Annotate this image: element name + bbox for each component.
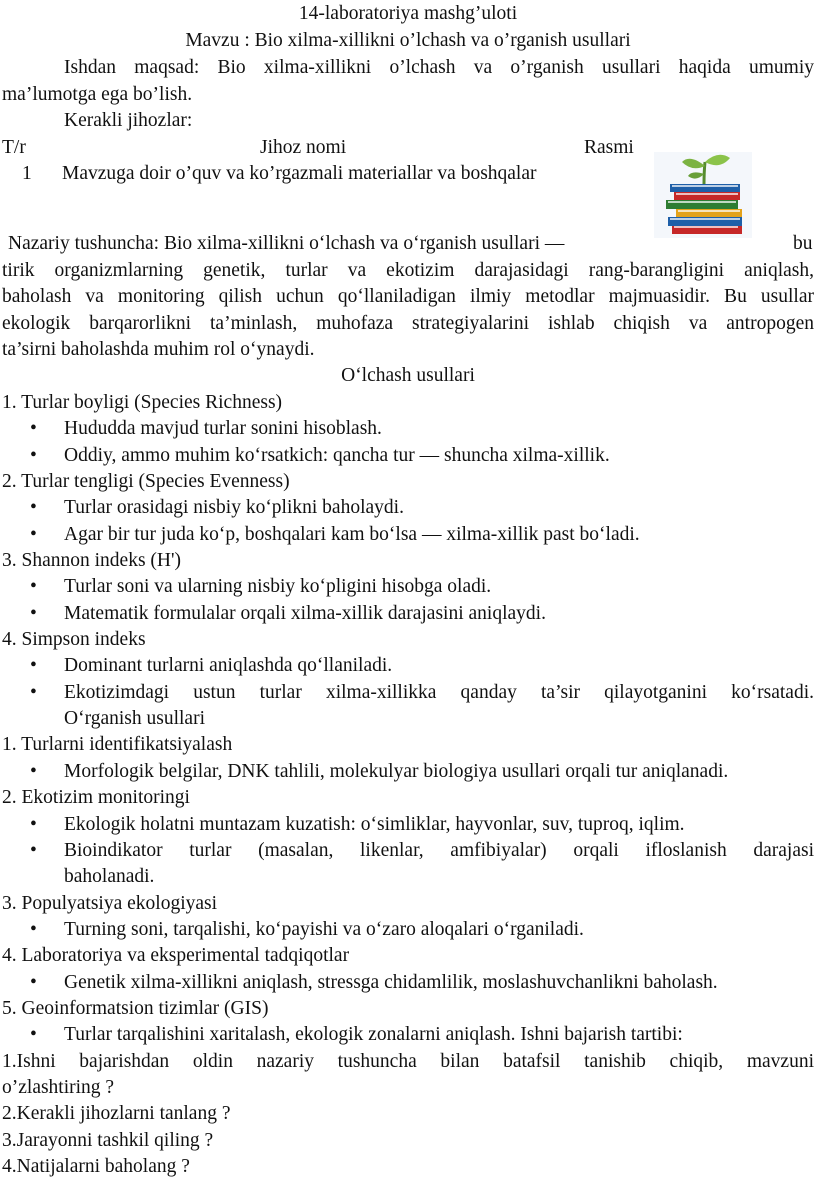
theory-line-1-end: bu xyxy=(793,233,813,254)
bullet-icon: • xyxy=(30,497,37,518)
bullet-icon: • xyxy=(30,1024,37,1045)
theory-line-4: ekologik barqarorlikni ta’minlash, muhofaza strategiyalarini ishlab chiqish va antropogen xyxy=(2,313,814,334)
list-item-text: Morfologik belgilar, DNK tahlili, molekulyar biologiya usullari orqali tur aniqlanadi. xyxy=(64,761,729,782)
study-item-title: 4. Laboratoriya va eksperimental tadqiqotlar xyxy=(2,945,350,966)
bullet-icon: • xyxy=(30,576,37,597)
study-heading: O‘rganish usullari xyxy=(64,708,205,729)
measurement-item-title: 2. Turlar tengligi (Species Evenness) xyxy=(2,471,290,492)
bullet-icon: • xyxy=(30,840,37,861)
bullet-icon: • xyxy=(30,682,37,703)
document-title: 14-laboratoriya mashg’uloti xyxy=(298,3,518,24)
header-name: Jihoz nomi xyxy=(260,137,347,158)
list-item-text: Hududda mavjud turlar sonini hisoblash. xyxy=(64,418,382,439)
bullet-icon: • xyxy=(30,524,37,545)
list-item-text: Agar bir tur juda ko‘p, boshqalari kam bo‘lsa — xilma-xillik past bo‘ladi. xyxy=(64,524,640,545)
list-item-text: Oddiy, ammo muhim ko‘rsatkich: qancha tur — shuncha xilma-xillik. xyxy=(64,445,610,466)
theory-line-1-text: Nazariy tushuncha: Bio xilma-xillikni o‘lchash va o‘rganish usullari — xyxy=(8,233,565,254)
header-tr: T/r xyxy=(2,137,26,158)
measurement-item-title: 3. Shannon indeks (H') xyxy=(2,550,181,571)
bullet-icon: • xyxy=(30,418,37,439)
procedure-step-3: 3.Jarayonni tashkil qiling ? xyxy=(2,1130,214,1151)
measurement-heading: O‘lchash usullari xyxy=(341,365,475,386)
bullet-icon: • xyxy=(30,655,37,676)
procedure-step-1: 1.Ishni bajarishdan oldin nazariy tushuncha bilan batafsil tanishib chiqib, mavzuni xyxy=(2,1051,814,1072)
list-item-text: Matematik formulalar orqali xilma-xillik darajasini aniqlaydi. xyxy=(64,603,546,624)
theory-line-3: baholash va monitoring qilish uchun qo‘llaniladigan ilmiy metodlar majmuasidir. Bu usullar xyxy=(2,286,814,307)
bullet-icon: • xyxy=(30,445,37,466)
measurement-item-title: 1. Turlar boyligi (Species Richness) xyxy=(2,392,283,413)
books-with-plant-icon xyxy=(654,152,752,238)
list-item-text: Turlar orasidagi nisbiy ko‘plikni baholaydi. xyxy=(64,497,404,518)
theory-line-1 xyxy=(8,231,816,257)
list-item-text: Ekologik holatni muntazam kuzatish: o‘simliklar, hayvonlar, suv, tuproq, iqlim. xyxy=(64,814,685,835)
goal-line-1: Ishdan maqsad: Bio xilma-xillikni o’lchash va o’rganish usullari haqida umumiy xyxy=(64,57,814,78)
equipment-label: Kerakli jihozlar: xyxy=(64,110,193,131)
header-image: Rasmi xyxy=(584,137,634,158)
study-item-title: 1. Turlarni identifikatsiyalash xyxy=(2,734,233,755)
bullet-icon: • xyxy=(30,814,37,835)
study-item-title: 3. Populyatsiya ekologiyasi xyxy=(2,893,218,914)
bullet-icon: • xyxy=(30,972,37,993)
procedure-step-1-continuation: o’zlashtiring ? xyxy=(2,1077,115,1098)
list-item-text: Turlar soni va ularning nisbiy ko‘pligini hisobga oladi. xyxy=(64,576,492,597)
bullet-icon: • xyxy=(30,919,37,940)
procedure-step-4: 4.Natijalarni baholang ? xyxy=(2,1156,190,1177)
list-item-text: Turlar tarqalishini xaritalash, ekologik zonalarni aniqlash. Ishni bajarish tartibi: xyxy=(64,1024,683,1045)
measurement-item-title: 4. Simpson indeks xyxy=(2,629,146,650)
theory-line-5: ta’sirni baholashda muhim rol o‘ynaydi. xyxy=(2,339,315,360)
procedure-step-2: 2.Kerakli jihozlarni tanlang ? xyxy=(2,1103,231,1124)
list-item-text: Genetik xilma-xillikni aniqlash, stressga chidamlilik, moslashuvchanlikni baholash. xyxy=(64,972,718,993)
study-item-title: 2. Ekotizim monitoringi xyxy=(2,787,190,808)
row-number: 1 xyxy=(22,163,32,184)
goal-line-2: ma’lumotga ega bo’lish. xyxy=(2,84,193,105)
bullet-icon: • xyxy=(30,761,37,782)
theory-line-2: tirik organizmlarning genetik, turlar va ekotizim darajasidagi rang-barangligini aniqlash, xyxy=(2,260,814,281)
study-item-title: 5. Geoinformatsion tizimlar (GIS) xyxy=(2,998,269,1019)
list-item-text: Dominant turlarni aniqlashda qo‘llaniladi. xyxy=(64,655,393,676)
topic-line: Mavzu : Bio xilma-xillikni o’lchash va o’rganish usullari xyxy=(185,30,631,51)
list-item-text: Ekotizimdagi ustun turlar xilma-xillikka qanday ta’sir qilayotganini ko‘rsatadi. xyxy=(64,682,814,703)
list-item-text: Turning soni, tarqalishi, ko‘payishi va o‘zaro aloqalari o‘rganiladi. xyxy=(64,919,584,940)
list-item-text: baholanadi. xyxy=(64,866,155,887)
list-item-text: Bioindikator turlar (masalan, likenlar, amfibiyalar) orqali ifloslanish darajasi xyxy=(64,840,814,861)
row-equipment-name: Mavzuga doir o’quv va ko’rgazmali materiallar va boshqalar xyxy=(62,163,537,184)
bullet-icon: • xyxy=(30,603,37,624)
